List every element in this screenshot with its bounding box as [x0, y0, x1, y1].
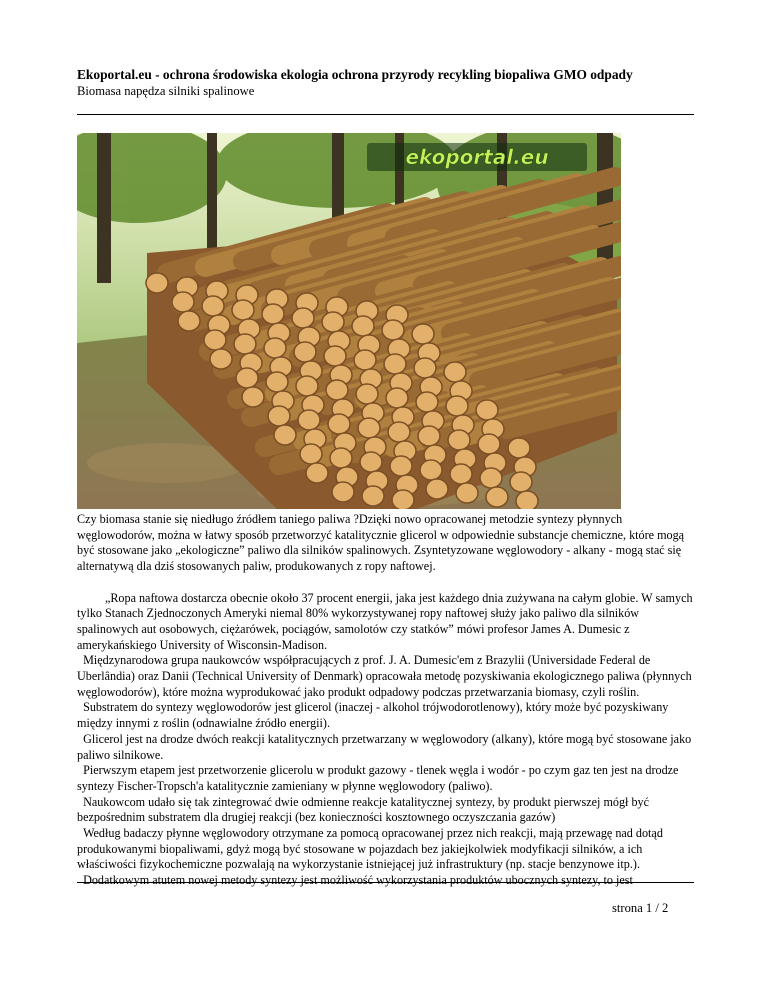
log-end [478, 434, 500, 454]
log-end [360, 452, 382, 472]
log-end [328, 414, 350, 434]
log-end [444, 362, 466, 382]
log-end [358, 418, 380, 438]
log-end [306, 463, 328, 483]
footer-divider [77, 882, 694, 883]
log-end [294, 342, 316, 362]
log-end [448, 430, 470, 450]
article-paragraph: Dodatkowym atutem nowej metody syntezy jest możliwość wykorzystania produktów ubocznych syntezy, to jest [83, 873, 633, 888]
article-title: Biomasa napędza silniki spalinowe [77, 84, 255, 98]
log-end [388, 422, 410, 442]
article-paragraph: Międzynarodowa grupa naukowców współpracujących z prof. J. A. Dumesic'em z Brazylii (Universidade Federal de Uberlândia) oraz Danii (Technical University of Denmark) opracowała metodę pozyskiwania ekologicznego paliwa (płynnych węglowodorów), które można wyprodukować jako produkt odpadowy podczas przetwarzania biomasy, czyli roślin. [77, 653, 692, 699]
log-end [234, 334, 256, 354]
log-end [204, 330, 226, 350]
log-end [262, 304, 284, 324]
article-body [77, 512, 699, 889]
log-end [322, 312, 344, 332]
log-end [242, 387, 264, 407]
log-end [354, 350, 376, 370]
log-end [486, 487, 508, 507]
log-end [332, 482, 354, 502]
article-photo-log-pile [77, 133, 621, 509]
header-divider [77, 114, 694, 115]
watermark-logo [367, 143, 587, 171]
log-end [330, 448, 352, 468]
log-end [202, 296, 224, 316]
log-end [508, 438, 530, 458]
log-end [414, 358, 436, 378]
log-end [416, 392, 438, 412]
log-end [456, 483, 478, 503]
log-end [516, 491, 538, 509]
log-end [480, 468, 502, 488]
log-end [324, 346, 346, 366]
log-end [146, 273, 168, 293]
log-end [476, 400, 498, 420]
watermark-text: ekoportal.eu [405, 145, 549, 169]
log-end [266, 372, 288, 392]
article-paragraph: Pierwszym etapem jest przetworzenie glicerolu w produkt gazowy - tlenek węgla i wodór - po czym gaz ten jest na drodze syntezy Fischer-Tropsch'a katalitycznie zamieniany w płynne węglowodory (paliwo). [77, 763, 679, 793]
log-end [392, 490, 414, 509]
log-end [274, 425, 296, 445]
log-end [450, 464, 472, 484]
log-end [382, 320, 404, 340]
log-end [446, 396, 468, 416]
log-end [296, 376, 318, 396]
page-number: strona 1 / 2 [612, 901, 669, 915]
log-end [352, 316, 374, 336]
log-end [420, 460, 442, 480]
article-paragraph: Według badaczy płynne węglowodory otrzymane za pomocą opracowanej przez nich reakcji, mają przewagę nad dotąd produkowanymi biopaliwami, gdyż mogą być stosowane w pojazdach bez jakiejkolwiek modyfikacji silników, a ich właściwości fizykochemiczne pozwalają na wykorzystanie istniejącej już infrastruktury (np. stacje benzynowe itp.). [77, 826, 663, 872]
log-end [412, 324, 434, 344]
log-end [178, 311, 200, 331]
log-end [510, 472, 532, 492]
site-title: Ekoportal.eu - ochrona środowiska ekologia ochrona przyrody recykling biopaliwa GMO odpady [77, 67, 633, 82]
log-end [356, 384, 378, 404]
article-paragraph: Glicerol jest na drodze dwóch reakcji katalitycznych przetwarzany w węglowodory (alkany), które mogą być stosowane jako paliwo silnikowe. [77, 731, 692, 762]
log-end [300, 444, 322, 464]
article-paragraph: Substratem do syntezy węglowodorów jest glicerol (inaczej - alkohol trójwodorotlenowy), który może być pozyskiwany między innymi z roślin (odnawialne źródło energii). [77, 700, 669, 731]
log-end [292, 308, 314, 328]
log-end [298, 410, 320, 430]
log-end [390, 456, 412, 476]
article-paragraph: „Ropa naftowa dostarcza obecnie około 37 procent energii, jaka jest każdego dnia zużywana na całym globie. W samych tylko Stanach Zjednoczonych Ameryki niemal 80% wykorzystywanej ropy naftowej służy jako paliwo dla silników spalinowych aut osobowych, ciężarówek, pociągów, samolotów czy statków” mówi profesor James A. Dumesic z amerykańskiego University of Wisconsin-Madison. [77, 590, 693, 652]
log-end [264, 338, 286, 358]
log-end [236, 368, 258, 388]
log-end [386, 388, 408, 408]
log-end [172, 292, 194, 312]
article-paragraph: Naukowcom udało się tak zintegrować dwie odmienne reakcje katalitycznej syntezy, by produkt pierwszej mógł być bezpośrednim substratem dla drugiej reakcji (bez konieczności kosztownego oczyszczania gazów) [77, 794, 649, 825]
log-end [426, 479, 448, 499]
log-end [384, 354, 406, 374]
document-header [77, 66, 697, 99]
article-lead: Czy biomasa stanie się niedługo źródłem taniego paliwa ?Dzięki nowo opracowanej metodzie syntezy płynnych węglowodorów, można w łatwy sposób przetworzyć katalitycznie glicerol w odpowiednie substancje chemiczne, które mogą być stosowane jako „ekologiczne” paliwo dla silników spalinowych. Zsyntetyzowane węglowodory - alkany - mogą stać się alternatywą dla dziś stosowanych paliw, produkowanych z ropy naftowej. [77, 512, 685, 574]
log-end [326, 380, 348, 400]
log-end [362, 486, 384, 506]
log-end [232, 300, 254, 320]
log-end [418, 426, 440, 446]
log-end [268, 406, 290, 426]
log-end [210, 349, 232, 369]
